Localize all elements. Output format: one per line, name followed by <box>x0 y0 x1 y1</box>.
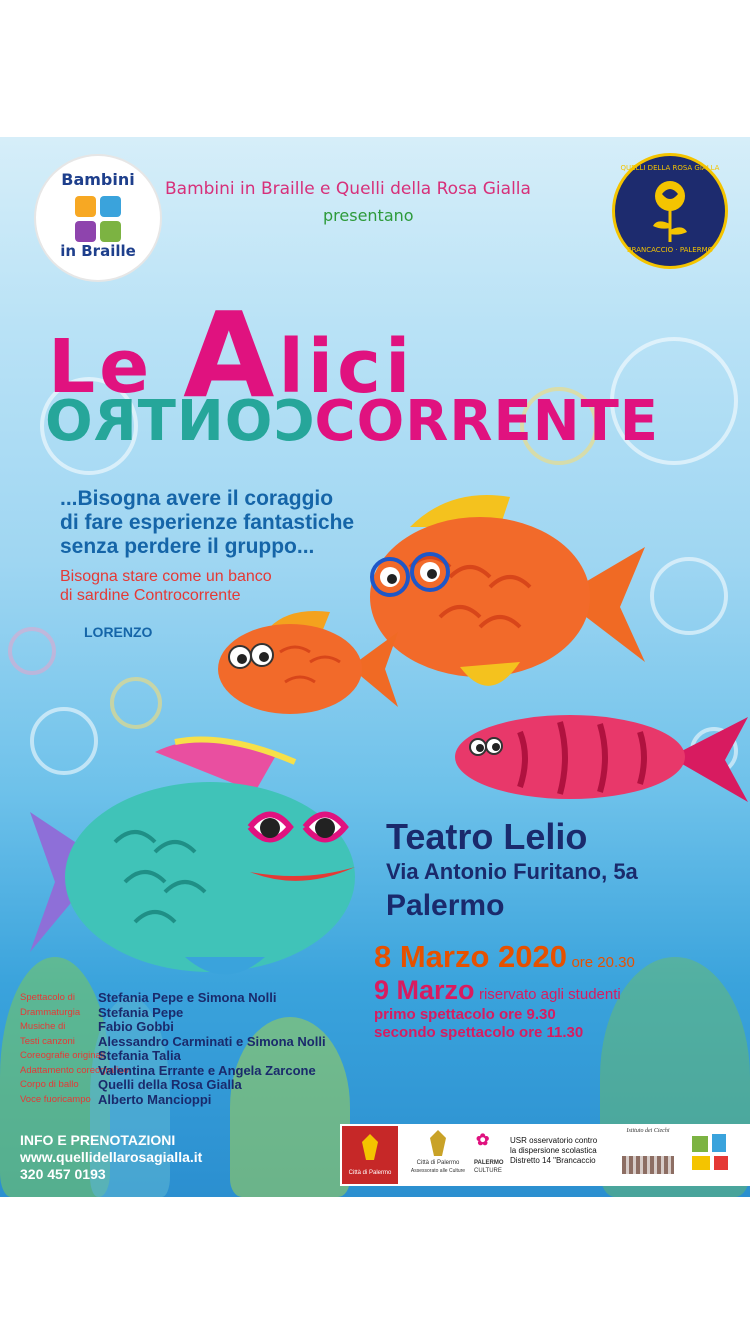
logo-ring-text: BRANCACCIO · PALERMO <box>626 246 714 254</box>
bubble-decoration <box>110 677 162 729</box>
date-first: 8 Marzo 2020 <box>374 939 567 974</box>
credit-row: Corpo di ballo Quelli della Rosa Gialla <box>20 1077 242 1092</box>
event-poster <box>0 137 750 1197</box>
show-title-line2 <box>44 389 659 454</box>
quote-line: di fare esperienze fantastiche <box>60 511 355 534</box>
venue-city: Palermo <box>386 889 505 922</box>
eagle-icon <box>426 1128 450 1158</box>
venue-block <box>386 817 638 925</box>
credit-row: Spettacolo di Stefania Pepe e Simona Nolli <box>20 990 277 1005</box>
date-second: 9 Marzo <box>374 975 475 1005</box>
sponsors-strip <box>340 1124 750 1186</box>
bubble-decoration <box>650 557 728 635</box>
logo-ring-text: QUELLI DELLA ROSA GIALLA <box>620 164 720 172</box>
bambini-in-braille-logo <box>36 156 160 280</box>
logo-text: in Braille <box>60 242 136 260</box>
presenters-text: Bambini in Braille e Quelli della Rosa Gialla <box>165 179 531 199</box>
istituto-ciechi-logo <box>618 1128 678 1182</box>
credit-row: Coreografie originali Stefania Talia <box>20 1048 181 1063</box>
quote-text <box>60 487 354 559</box>
palermo-culture-logo <box>406 1126 470 1184</box>
presentano-text: presentano <box>323 206 414 225</box>
teal-fish-illustration <box>25 732 375 992</box>
quote-line: ...Bisogna avere il coraggio <box>60 487 334 510</box>
culture-glyph-icon: ✿ <box>476 1132 490 1149</box>
rosa-gialla-logo <box>612 153 728 269</box>
sponsor-label: Città di Palermo <box>416 1160 460 1166</box>
show-time-first: primo spettacolo ore 9.30 <box>374 1006 556 1023</box>
sponsor-label: Assessorato alle Culture <box>410 1168 466 1174</box>
credit-row: Testi canzoni Alessandro Carminati e Simona Nolli <box>20 1033 326 1049</box>
website-link[interactable]: www.quellidellarosagialla.it <box>20 1149 203 1165</box>
credits-list <box>20 991 326 1107</box>
quote-line: Bisogna stare come un banco <box>60 568 272 585</box>
school-network-logo <box>686 1130 736 1180</box>
credit-row: Drammaturgia Stefania Pepe <box>20 1004 184 1020</box>
venue-address: Via Antonio Furitano, 5a <box>386 859 638 884</box>
credit-row: Voce fuoricampo Alberto Mancioppi <box>20 1091 212 1107</box>
title-word-lici: lici <box>278 324 415 410</box>
title-word-contro: CONTRO <box>44 389 315 454</box>
quote-secondary <box>60 567 272 605</box>
sponsor-label: PALERMO <box>474 1160 504 1166</box>
rose-icon <box>645 178 695 244</box>
usr-text: USR osservatorio contro la dispersione scolastica Distretto 14 "Brancaccio <box>510 1136 598 1165</box>
quote-line: di sardine Controcorrente <box>60 587 241 604</box>
puzzle-icon <box>73 194 123 244</box>
small-orange-fish-illustration <box>210 607 400 727</box>
sponsor-label: Città di Palermo <box>348 1170 392 1176</box>
phone-number[interactable]: 320 457 0193 <box>20 1166 106 1182</box>
credit-row: Adattamento coreografico Valentina Errante e Angela Zarcone <box>20 1062 316 1078</box>
time-first: ore 20.30 <box>571 954 635 971</box>
credit-row: Musiche di Fabio Gobbi <box>20 1019 174 1034</box>
bubble-decoration <box>8 627 56 675</box>
palermo-crest-logo <box>342 1126 398 1184</box>
info-heading: INFO E PRENOTAZIONI <box>20 1132 176 1148</box>
venue-name: Teatro Lelio <box>386 816 588 857</box>
show-time-second: secondo spettacolo ore 11.30 <box>374 1024 584 1041</box>
palermo-culture-brand <box>474 1126 506 1184</box>
title-word-corrente: CORRENTE <box>314 389 660 454</box>
sponsor-label: CULTURE <box>474 1168 502 1174</box>
sponsor-label: Istituto dei Ciechi <box>626 1128 670 1134</box>
title-word-le: Le <box>48 324 154 410</box>
logo-text: Bambini <box>61 170 135 189</box>
info-block <box>20 1132 202 1183</box>
dates-block <box>374 939 635 1042</box>
building-icon <box>622 1156 674 1174</box>
quote-line: senza perdere il gruppo... <box>60 535 315 558</box>
eagle-icon <box>358 1132 382 1162</box>
red-fish-illustration <box>450 702 750 812</box>
quote-author: LORENZO <box>84 624 153 640</box>
title-letter-a: A <box>183 286 279 424</box>
students-note: riservato agli studenti <box>478 986 621 1003</box>
